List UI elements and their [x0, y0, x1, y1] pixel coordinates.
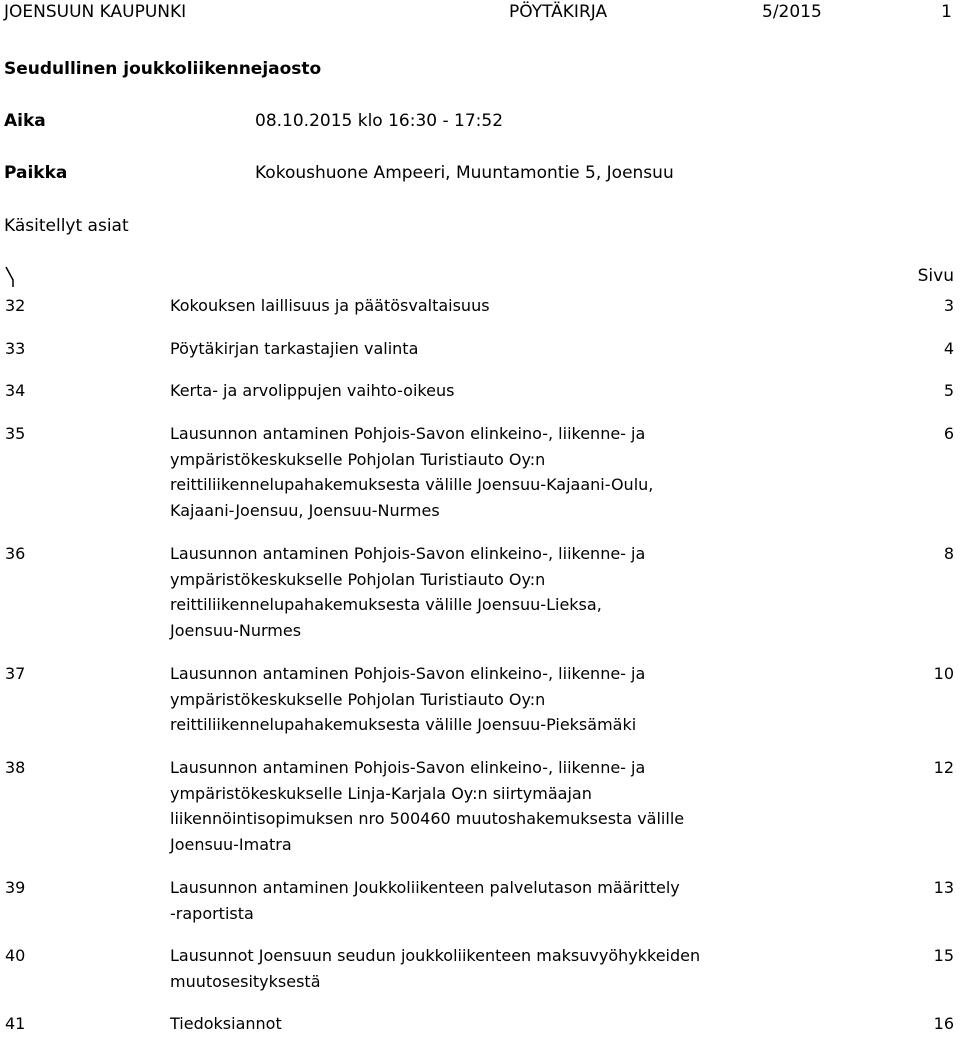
agenda-item-title-line: liikennöintisopimuksen nro 500460 muutoshakemuksesta välille: [170, 809, 685, 828]
agenda-item-title-line: muutosesityksestä: [170, 971, 321, 991]
page-column-label: Sivu: [917, 266, 954, 286]
agenda-item-title-line: Lausunnon antaminen Joukkoliikenteen palvelutason määrittely: [170, 878, 680, 897]
agenda-item-title-line: Joensuu-Nurmes: [170, 620, 302, 640]
page-header: [0, 2, 960, 28]
agenda-item-number: 38: [5, 758, 26, 777]
time-value: 08.10.2015 klo 16:30 - 17:52: [255, 111, 504, 131]
document-type: PÖYTÄKIRJA: [509, 2, 608, 22]
page-number: 1: [941, 2, 952, 22]
agenda-item-page: 10: [933, 664, 954, 683]
agenda-item-title-line: ympäristökeskukselle Pohjolan Turistiauto Oy:n: [170, 689, 546, 709]
agenda-item-title-line: Lausunnon antaminen Pohjois-Savon elinkeino-, liikenne- ja: [170, 424, 646, 443]
city-name: JOENSUUN KAUPUNKI: [4, 2, 187, 22]
agenda-item-title: [170, 293, 750, 319]
agenda-item-page: 4: [943, 339, 954, 358]
agenda-item-title: [170, 336, 750, 362]
agenda-item-page: 12: [933, 758, 954, 777]
agenda-item-title-line: ympäristökeskukselle Pohjolan Turistiauto Oy:n: [170, 449, 546, 469]
agenda-item-title-line: ympäristökeskukselle Pohjolan Turistiauto Oy:n: [170, 569, 546, 589]
agenda-item-page: 3: [943, 296, 954, 315]
place-value: Kokoushuone Ampeeri, Muuntamontie 5, Joensuu: [255, 163, 674, 183]
agenda-item-title-line: Joensuu-Imatra: [170, 834, 292, 854]
agenda-item-title-line: reittiliikennelupahakemuksesta välille Joensuu-Kajaani-Oulu,: [170, 475, 654, 494]
agenda-item-page: 5: [943, 381, 954, 400]
agenda-item-title-line: reittiliikennelupahakemuksesta välille Joensuu-Lieksa,: [170, 595, 602, 614]
agenda-item-title-line: Lausunnon antaminen Pohjois-Savon elinkeino-, liikenne- ja: [170, 544, 646, 563]
agenda-item-page: 6: [943, 424, 954, 443]
agenda-item-number: 41: [5, 1014, 26, 1033]
agenda-item-title-line: ympäristökeskukselle Linja-Karjala Oy:n siirtymäajan: [170, 783, 592, 803]
agenda-item-page: 16: [933, 1014, 954, 1033]
agenda-item-title-line: Kerta- ja arvolippujen vaihto-oikeus: [170, 381, 455, 400]
agenda-item-title: [170, 755, 750, 857]
section-mark-icon: [4, 264, 18, 290]
organization-name: Seudullinen joukkoliikennejaosto: [4, 59, 322, 79]
agenda-item-number: 33: [5, 339, 26, 358]
agenda-item-title-line: Tiedoksiannot: [170, 1014, 282, 1033]
agenda-item-number: 34: [5, 381, 26, 400]
agenda-item-page: 13: [933, 878, 954, 897]
agenda-item-title: [170, 943, 750, 994]
agenda-item-title: [170, 541, 750, 643]
agenda-item-title-line: Lausunnon antaminen Pohjois-Savon elinkeino-, liikenne- ja: [170, 664, 646, 683]
agenda-item-number: 37: [5, 664, 26, 683]
agenda-item-number: 32: [5, 296, 26, 315]
agenda-item-title-line: Kokouksen laillisuus ja päätösvaltaisuus: [170, 296, 490, 315]
agenda-item-title-line: Lausunnot Joensuun seudun joukkoliikenteen maksuvyöhykkeiden: [170, 946, 701, 965]
agenda-item-page: 15: [933, 946, 954, 965]
time-label: Aika: [4, 111, 46, 131]
agenda-item-title: [170, 875, 750, 926]
agenda-item-number: 40: [5, 946, 26, 965]
agenda-item-number: 35: [5, 424, 26, 443]
agenda-item-number: 39: [5, 878, 26, 897]
agenda-item-title-line: reittiliikennelupahakemuksesta välille Joensuu-Pieksämäki: [170, 715, 637, 734]
agenda-item-title: [170, 378, 750, 404]
agenda-item-title-line: Lausunnon antaminen Pohjois-Savon elinkeino-, liikenne- ja: [170, 758, 646, 777]
agenda-item-title-line: Pöytäkirjan tarkastajien valinta: [170, 339, 419, 358]
agenda-item-title: [170, 1011, 750, 1037]
agenda-item-page: 8: [943, 544, 954, 563]
agenda-item-title-line: Kajaani-Joensuu, Joensuu-Nurmes: [170, 500, 440, 520]
agenda-item-title-line: -raportista: [170, 903, 254, 923]
place-label: Paikka: [4, 163, 68, 183]
agenda-item-title: [170, 421, 750, 523]
document-number: 5/2015: [762, 2, 822, 22]
agenda-item-number: 36: [5, 544, 26, 563]
agenda-item-title: [170, 661, 750, 738]
section-title: Käsitellyt asiat: [4, 216, 129, 236]
